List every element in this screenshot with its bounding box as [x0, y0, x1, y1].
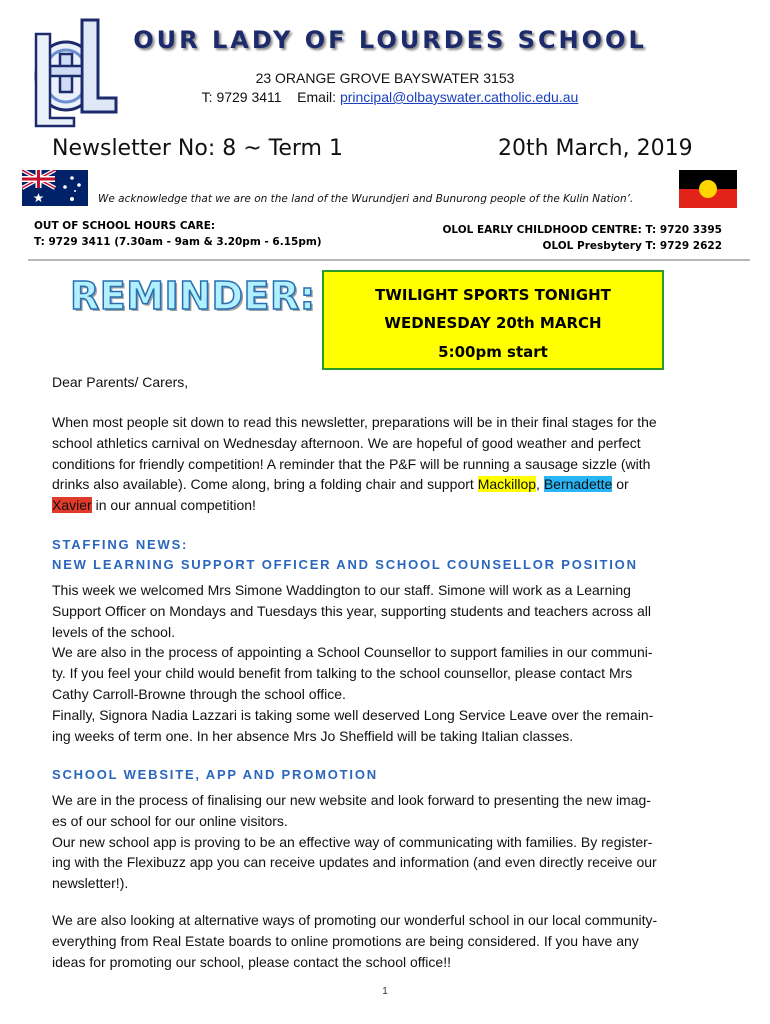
- staffing-heading: STAFFING NEWS:: [52, 537, 189, 552]
- reminder-heading: REMINDER:: [70, 274, 316, 318]
- phone-number: T: 9729 3411: [201, 89, 282, 105]
- australian-flag-icon: [22, 170, 88, 206]
- website-line: ideas for promoting our school, please contact the school office!!: [52, 953, 451, 970]
- newsletter-date: 20th March, 2019: [498, 136, 693, 161]
- website-line: Our new school app is proving to be an effective way of communicating with families. By register-: [52, 833, 653, 850]
- website-paragraph-1: [52, 790, 724, 894]
- oshc-phone: T: 9729 3411 (7.30am - 9am & 3.20pm - 6.15pm): [34, 236, 322, 248]
- staffing-line: Finally, Signora Nadia Lazzari is taking some well deserved Long Service Leave over the remain-: [52, 706, 654, 723]
- website-line: We are in the process of finalising our new website and look forward to presenting the new imag-: [52, 792, 651, 808]
- staffing-subheading: NEW LEARNING SUPPORT OFFICER AND SCHOOL COUNSELLOR POSITION: [52, 557, 638, 572]
- intro-text: ,: [536, 476, 544, 493]
- website-line: ing with the Flexibuzz app you can receive updates and information (and even directly receive our: [52, 854, 657, 871]
- staffing-line: Cathy Carroll-Browne through the school office.: [52, 685, 346, 702]
- email-label: Email:: [297, 89, 337, 105]
- intro-line: When most people sit down to read this newsletter, preparations will be in their final stages for the: [52, 414, 657, 430]
- intro-line: [52, 495, 724, 516]
- staffing-line: ing weeks of term one. In her absence Mrs Jo Sheffield will be taking Italian classes.: [52, 727, 574, 744]
- acknowledgement-of-country: We acknowledge that we are on the land of the Wurundjeri and Bunurong people of the Kulin Nation’.: [98, 193, 634, 205]
- website-line: We are also looking at alternative ways of promoting our wonderful school in our local community-: [52, 912, 658, 928]
- aboriginal-flag-icon: [679, 170, 737, 208]
- website-line: everything from Real Estate boards to online promotions are being considered. If you have any: [52, 932, 639, 949]
- website-heading: SCHOOL WEBSITE, APP AND PROMOTION: [52, 767, 378, 782]
- greeting: Dear Parents/ Carers,: [52, 374, 189, 390]
- house-bernadette: Bernadette: [543, 476, 613, 493]
- contact-line: [160, 89, 620, 105]
- house-mackillop: Mackillop: [477, 476, 537, 493]
- intro-text: drinks also available). Come along, bring a folding chair and support: [52, 476, 478, 493]
- staffing-line: This week we welcomed Mrs Simone Waddington to our staff. Simone will work as a Learning: [52, 582, 631, 598]
- intro-paragraph: [52, 412, 724, 516]
- staffing-paragraph-1: [52, 580, 724, 746]
- website-line: newsletter!).: [52, 875, 129, 892]
- header-divider: [28, 259, 750, 261]
- website-paragraph-3: [52, 910, 724, 972]
- reminder-box: [322, 270, 664, 370]
- staffing-line: ty. If you feel your child would benefit from talking to the school counsellor, please contact Mrs: [52, 665, 633, 682]
- staffing-line: Support Officer on Mondays and Tuesdays this year, supporting students and teachers across all: [52, 602, 651, 619]
- early-childhood-centre: OLOL EARLY CHILDHOOD CENTRE: T: 9720 3395: [442, 224, 722, 236]
- newsletter-number: Newsletter No: 8 ~ Term 1: [52, 136, 343, 161]
- presbytery-phone: OLOL Presbytery T: 9729 2622: [542, 240, 722, 252]
- intro-line: conditions for friendly competition! A reminder that the P&F will be running a sausage sizzle (with: [52, 455, 651, 472]
- school-address: 23 ORANGE GROVE BAYSWATER 3153: [255, 70, 515, 86]
- oshc-title: OUT OF SCHOOL HOURS CARE:: [34, 220, 216, 232]
- intro-text: in our annual competition!: [91, 497, 256, 514]
- email-link[interactable]: principal@olbayswater.catholic.edu.au: [339, 89, 579, 105]
- school-logo-icon: [26, 14, 122, 128]
- intro-line: school athletics carnival on Wednesday afternoon. We are hopeful of good weather and perfect: [52, 434, 641, 451]
- page-number: 1: [382, 986, 388, 997]
- staffing-line: We are also in the process of appointing a School Counsellor to support families in our communi-: [52, 644, 653, 661]
- staffing-line: levels of the school.: [52, 623, 175, 640]
- school-name: OUR LADY OF LOURDES SCHOOL: [133, 26, 647, 54]
- intro-text: or: [612, 476, 629, 493]
- house-xavier: Xavier: [52, 497, 92, 514]
- website-line: es of our school for our online visitors.: [52, 812, 288, 829]
- reminder-line-3: 5:00pm start: [438, 343, 548, 361]
- reminder-line-2: WEDNESDAY 20th MARCH: [384, 314, 602, 332]
- intro-line: [52, 474, 724, 495]
- reminder-line-1: TWILIGHT SPORTS TONIGHT: [375, 286, 611, 304]
